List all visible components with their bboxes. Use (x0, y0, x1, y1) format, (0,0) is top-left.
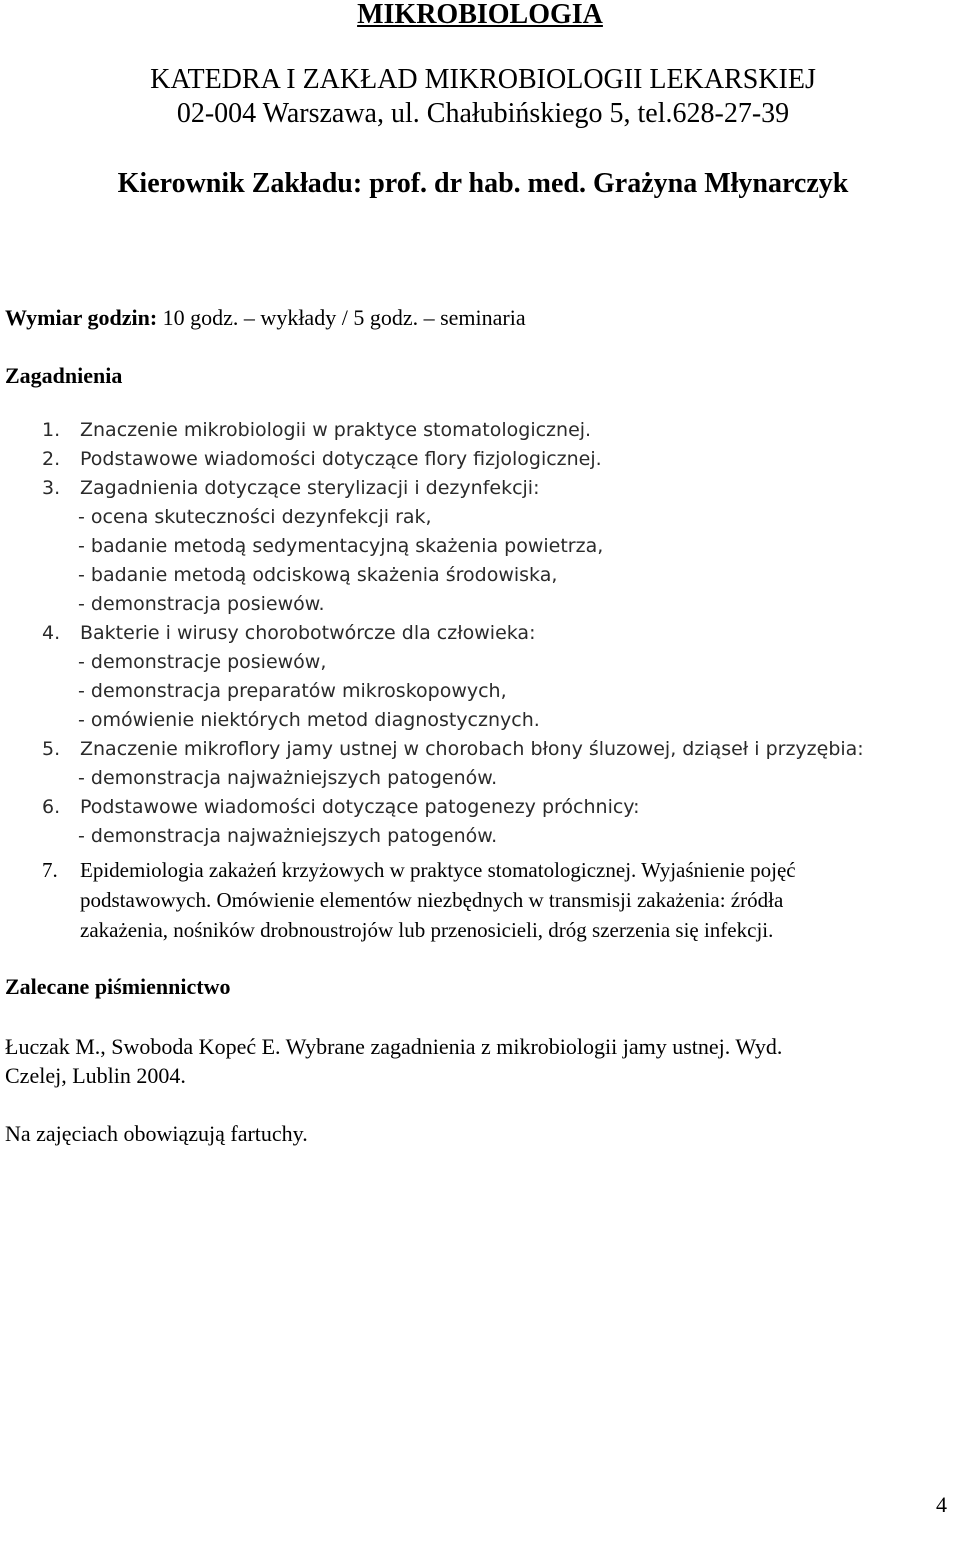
item-number: 6. (42, 796, 61, 818)
item-line (0, 915, 960, 945)
item-number: 7. (42, 858, 58, 882)
subitem-text: - demonstracja najważniejszych patogenów. (78, 767, 498, 789)
apron-note: Na zajęciach obowiązują fartuchy. (5, 1121, 308, 1146)
department-address: 02-004 Warszawa, ul. Chałubińskiego 5, tel.628-27-39 (176, 98, 790, 129)
list-subitem (0, 648, 960, 677)
item-text: Zagadnienia dotyczące sterylizacji i dezynfekcji: (80, 477, 540, 499)
subitem-text: - omówienie niektórych metod diagnostycznych. (78, 709, 540, 731)
item-text: zakażenia, nośników drobnoustrojów lub przenosicieli, dróg szerzenia się infekcji. (80, 918, 774, 942)
subitem-text: - demonstracje posiewów, (78, 651, 327, 673)
item-text: Epidemiologia zakażeń krzyżowych w praktyce stomatologicznej. Wyjaśnienie pojęć (80, 858, 796, 882)
list-subitem (0, 532, 960, 561)
item-text: podstawowych. Omówienie elementów niezbędnych w transmisji zakażenia: źródła (80, 888, 784, 912)
list-subitem (0, 503, 960, 532)
hours-value: 10 godz. – wykłady / 5 godz. – seminaria (157, 305, 526, 330)
subitem-text: - badanie metodą odciskową skażenia środowiska, (78, 564, 558, 586)
list-item (0, 474, 960, 503)
item-number: 2. (42, 448, 61, 470)
hours-label: Wymiar godzin: (5, 305, 158, 330)
item-number: 1. (42, 419, 61, 441)
list-subitem (0, 590, 960, 619)
subitem-text: - ocena skuteczności dezynfekcji rak, (78, 506, 432, 528)
topics-list (0, 416, 960, 851)
item-text: Podstawowe wiadomości dotyczące flory fizjologicznej. (80, 448, 602, 470)
subitem-text: - demonstracja preparatów mikroskopowych, (78, 680, 507, 702)
department-name: KATEDRA I ZAKŁAD MIKROBIOLOGII LEKARSKIEJ (150, 64, 816, 95)
subitem-text: - demonstracja posiewów. (78, 593, 325, 615)
list-item (0, 619, 960, 648)
topics-heading: Zagadnienia (5, 363, 123, 388)
subitem-text: - badanie metodą sedymentacyjną skażenia powietrza, (78, 535, 604, 557)
list-subitem (0, 706, 960, 735)
list-item-7 (0, 855, 960, 945)
department-head: Kierownik Zakładu: prof. dr hab. med. Grażyna Młynarczyk (117, 168, 849, 199)
list-item (0, 416, 960, 445)
item-text: Bakterie i wirusy chorobotwórcze dla człowieka: (80, 622, 536, 644)
item-text: Znaczenie mikroflory jamy ustnej w chorobach błony śluzowej, dziąseł i przyzębia: (80, 738, 864, 760)
item-number: 5. (42, 738, 61, 760)
page-number: 4 (936, 1492, 947, 1517)
literature-heading: Zalecane piśmiennictwo (5, 974, 231, 999)
list-item (0, 793, 960, 822)
list-item (0, 445, 960, 474)
list-subitem (0, 561, 960, 590)
subitem-text: - demonstracja najważniejszych patogenów. (78, 825, 498, 847)
list-item (0, 735, 960, 764)
item-text: Podstawowe wiadomości dotyczące patogenezy próchnicy: (80, 796, 640, 818)
item-text: Znaczenie mikrobiologii w praktyce stomatologicznej. (80, 419, 592, 441)
literature-entry-line: Czelej, Lublin 2004. (5, 1063, 186, 1088)
literature-entry-line: Łuczak M., Swoboda Kopeć E. Wybrane zagadnienia z mikrobiologii jamy ustnej. Wyd. (5, 1034, 783, 1059)
list-subitem (0, 822, 960, 851)
hours-line (5, 302, 526, 334)
list-subitem (0, 764, 960, 793)
item-number: 3. (42, 477, 61, 499)
item-line (0, 855, 960, 885)
item-number: 4. (42, 622, 61, 644)
item-line (0, 885, 960, 915)
document-title: MIKROBIOLOGIA (357, 0, 603, 30)
list-subitem (0, 677, 960, 706)
